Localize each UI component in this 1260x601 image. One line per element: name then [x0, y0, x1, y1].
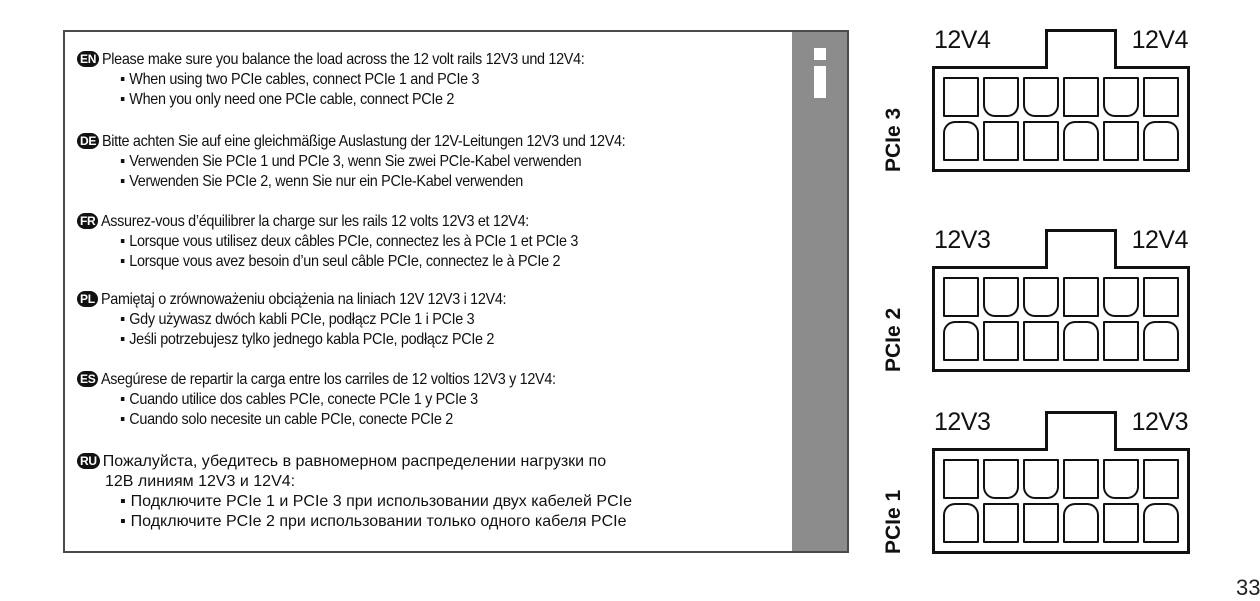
lang-block-en [77, 50, 787, 110]
connector-plug [932, 266, 1190, 372]
lang-block-de [77, 132, 787, 192]
bullet-fr-2: ▪ Lorsque vous avez besoin d’un seul câble PCIe, connectez le à PCIe 2 [120, 252, 720, 272]
lang-text-en: Please make sure you balance the load across the 12 volt rails 12V3 und 12V4: [102, 51, 585, 68]
rail-label-left: 12V3 [934, 408, 991, 436]
lang-badge-ru: RU [77, 453, 100, 469]
lang-text-fr: Assurez-vous d’équilibrer la charge sur les rails 12 volts 12V3 et 12V4: [101, 213, 530, 230]
bullet-es-2: ▪ Cuando solo necesite un cable PCIe, conecte PCIe 2 [120, 410, 720, 430]
rail-label-left: 12V3 [934, 226, 991, 254]
lang-text-de: Bitte achten Sie auf eine gleichmäßige Auslastung der 12V-Leitungen 12V3 und 12V4: [102, 133, 626, 150]
info-sidebar [792, 32, 847, 551]
lang-block-fr [77, 212, 787, 272]
multilingual-notice [63, 30, 849, 553]
info-icon [814, 48, 826, 110]
connector-label-pcie-2: PCIe 2 [882, 307, 905, 372]
lang-badge-en: EN [77, 51, 99, 67]
rail-label-right: 12V3 [1131, 408, 1188, 436]
bullet-pl-1: ▪ Gdy używasz dwóch kabli PCIe, podłącz PCIe 1 i PCIe 3 [120, 310, 720, 330]
lang-badge-es: ES [77, 371, 98, 387]
bullet-de-1: ▪ Verwenden Sie PCIe 1 und PCIe 3, wenn Sie zwei PCIe-Kabel verwenden [120, 152, 720, 172]
rail-label-left: 12V4 [934, 26, 991, 54]
lang-block-es [77, 370, 787, 430]
bullet-ru-2: ▪ Подключите PCIe 2 при использовании только одного кабеля PCIe [120, 512, 787, 532]
bullet-ru-1: ▪ Подключите PCIe 1 и PCIe 3 при использовании двух кабелей PCIe [120, 492, 787, 512]
connector-plug [932, 448, 1190, 554]
lang-text-ru: Пожалуйста, убедитесь в равномерном распределении нагрузки по [102, 453, 607, 470]
bullet-de-2: ▪ Verwenden Sie PCIe 2, wenn Sie nur ein PCIe-Kabel verwenden [120, 172, 720, 192]
lang-text-es: Asegúrese de repartir la carga entre los carriles de 12 voltios 12V3 y 12V4: [101, 371, 557, 388]
connector-pcie-3 [882, 26, 1192, 172]
bullet-fr-1: ▪ Lorsque vous utilisez deux câbles PCIe, connectez les à PCIe 1 et PCIe 3 [120, 232, 720, 252]
lang-text-pl: Pamiętaj o zrównoważeniu obciążenia na liniach 12V 12V3 i 12V4: [100, 291, 506, 308]
lang-text-ru-line2: 12В линиям 12V3 и 12V4: [105, 473, 296, 490]
lang-block-ru [77, 452, 787, 532]
rail-label-right: 12V4 [1131, 226, 1188, 254]
lang-badge-pl: PL [77, 291, 98, 307]
rail-label-right: 12V4 [1131, 26, 1188, 54]
connector-pcie-2 [882, 226, 1192, 372]
lang-block-pl [77, 290, 787, 350]
lang-badge-fr: FR [77, 213, 98, 229]
connector-label-pcie-3: PCIe 3 [882, 107, 905, 172]
connector-plug [932, 66, 1190, 172]
bullet-en-2: ▪ When you only need one PCIe cable, connect PCIe 2 [120, 90, 720, 110]
bullet-es-1: ▪ Cuando utilice dos cables PCIe, conecte PCIe 1 y PCIe 3 [120, 390, 720, 410]
bullet-en-1: ▪ When using two PCIe cables, connect PCIe 1 and PCIe 3 [120, 70, 720, 90]
page-number: 33 [1236, 575, 1260, 600]
connector-label-pcie-1: PCIe 1 [882, 489, 905, 554]
lang-badge-de: DE [77, 133, 99, 149]
bullet-pl-2: ▪ Jeśli potrzebujesz tylko jednego kabla PCIe, podłącz PCIe 2 [120, 330, 720, 350]
connector-pcie-1 [882, 408, 1192, 554]
